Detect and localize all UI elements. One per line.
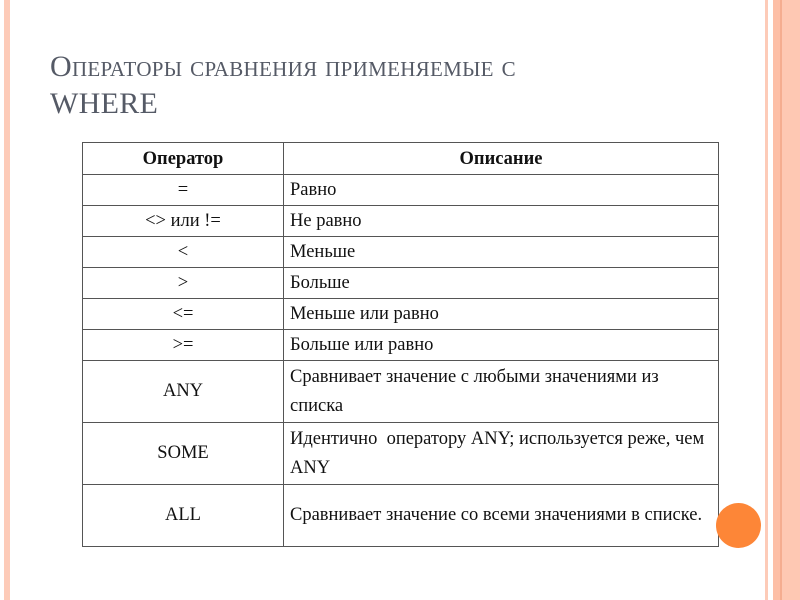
slide-title: [50, 48, 516, 122]
table-row: [83, 485, 719, 547]
title-line-2: WHERE: [50, 87, 159, 120]
right-border-band: [773, 0, 800, 600]
operators-table: [82, 142, 719, 547]
description-cell: Не равно: [284, 206, 719, 237]
table-header-row: [83, 143, 719, 175]
table-row: [83, 175, 719, 206]
table-row: [83, 361, 719, 423]
operator-cell: <=: [83, 299, 284, 330]
header-description: Описание: [284, 143, 719, 175]
description-cell: Идентично оператору ANY; используется реже, чем ANY: [284, 423, 719, 485]
description-cell: Равно: [284, 175, 719, 206]
right-border-thin-stripe: [765, 0, 768, 600]
right-border-line: [780, 0, 782, 600]
description-cell: Меньше: [284, 237, 719, 268]
table-row: [83, 330, 719, 361]
table-row: [83, 299, 719, 330]
operator-cell: >=: [83, 330, 284, 361]
operator-cell: SOME: [83, 423, 284, 485]
operator-cell: <> или !=: [83, 206, 284, 237]
description-cell: Сравнивает значение со всеми значениями в списке.: [284, 485, 719, 547]
table-row: [83, 206, 719, 237]
header-operator: Оператор: [83, 143, 284, 175]
operator-cell: ANY: [83, 361, 284, 423]
table-row: [83, 237, 719, 268]
description-cell: Меньше или равно: [284, 299, 719, 330]
operator-cell: =: [83, 175, 284, 206]
description-cell: Больше: [284, 268, 719, 299]
table-row: [83, 268, 719, 299]
decorative-orange-circle: [716, 503, 761, 548]
title-line-1: Операторы сравнения применяемые с: [50, 50, 516, 83]
description-cell: Больше или равно: [284, 330, 719, 361]
description-cell: Сравнивает значение с любыми значениями из списка: [284, 361, 719, 423]
table-row: [83, 423, 719, 485]
operator-cell: >: [83, 268, 284, 299]
left-border-stripe: [4, 0, 10, 600]
operator-cell: <: [83, 237, 284, 268]
operator-cell: ALL: [83, 485, 284, 547]
